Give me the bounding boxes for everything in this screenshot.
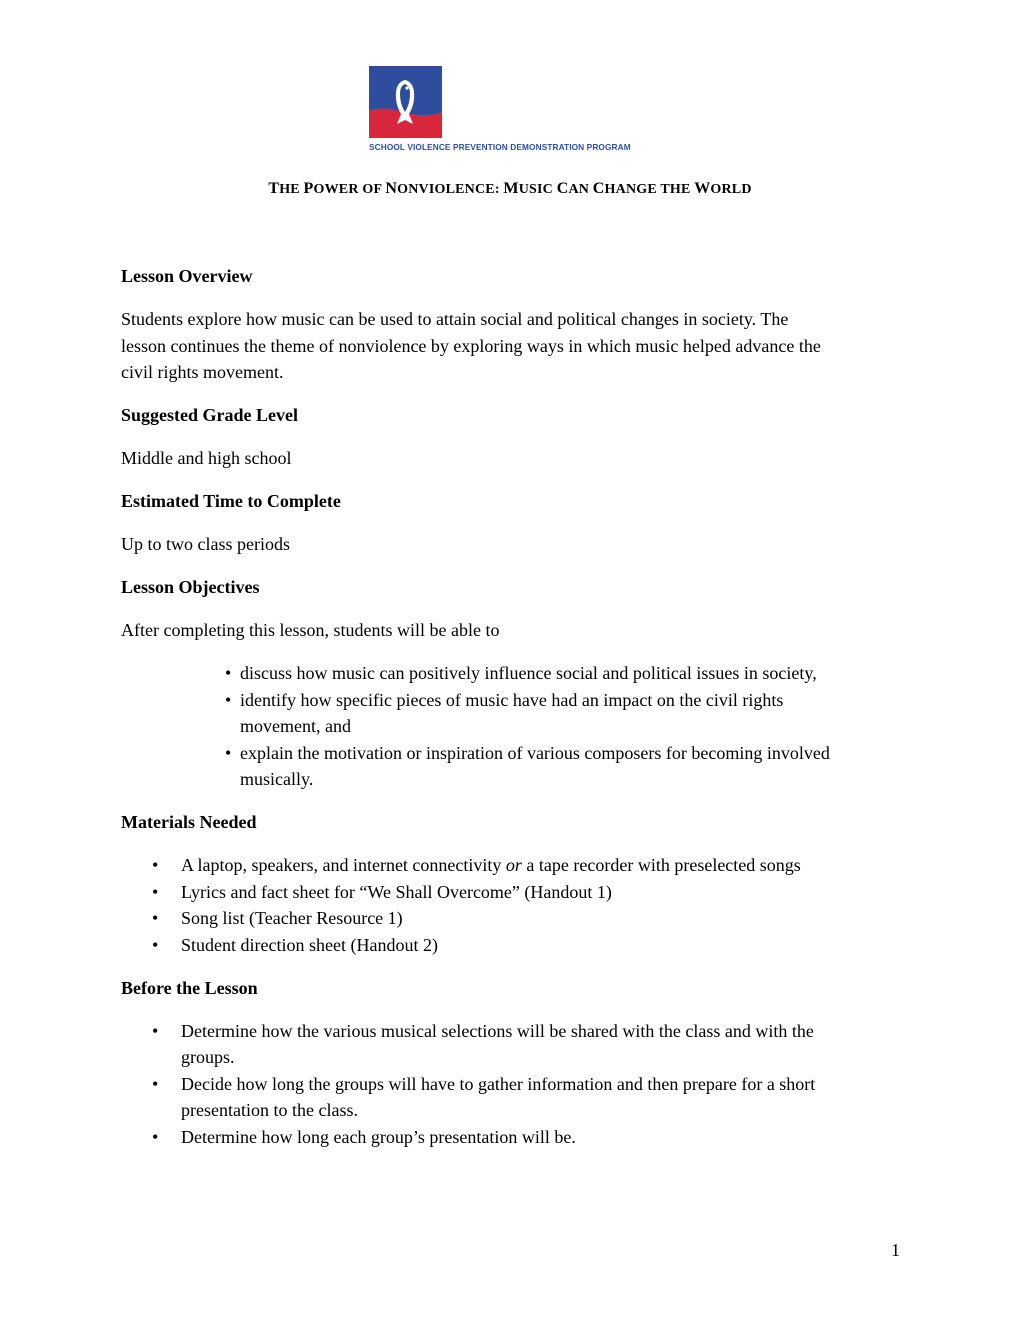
overview-line: civil rights movement.: [121, 362, 284, 382]
bullet: •: [152, 935, 159, 955]
objective-item: discuss how music can positively influence social and political issues in society,: [240, 663, 817, 683]
bullet: •: [225, 663, 232, 683]
dove-logo-icon: [369, 66, 442, 138]
bullet: •: [225, 690, 232, 710]
before-item-continued: groups.: [181, 1047, 235, 1067]
bullet: •: [152, 1021, 159, 1041]
before-item: Determine how the various musical selections will be shared with the class and with the: [181, 1021, 814, 1041]
before-heading: Before the Lesson: [121, 978, 258, 998]
materials-heading: Materials Needed: [121, 812, 257, 832]
logo-caption: SCHOOL VIOLENCE PREVENTION DEMONSTRATION PROGRAM: [369, 142, 631, 152]
objective-item-continued: movement, and: [240, 716, 351, 736]
overview-line: Students explore how music can be used to attain social and political changes in society. The: [121, 309, 789, 329]
before-item-continued: presentation to the class.: [181, 1100, 358, 1120]
document-title: THE POWER OF NONVIOLENCE: MUSIC CAN CHANGE THE WORLD: [268, 180, 752, 197]
overview-heading: Lesson Overview: [121, 266, 253, 286]
material-item: Student direction sheet (Handout 2): [181, 935, 438, 955]
time-heading: Estimated Time to Complete: [121, 491, 341, 511]
bullet: •: [152, 1127, 159, 1147]
bullet: •: [225, 743, 232, 763]
program-logo: [369, 66, 653, 156]
bullet: •: [152, 882, 159, 902]
material-item: Song list (Teacher Resource 1): [181, 908, 403, 928]
material-item: A laptop, speakers, and internet connectivity or a tape recorder with preselected songs: [181, 855, 801, 875]
objective-item-continued: musically.: [240, 769, 314, 789]
bullet: •: [152, 855, 159, 875]
overview-line: lesson continues the theme of nonviolence by exploring ways in which music helped advance the: [121, 336, 821, 356]
grade-text: Middle and high school: [121, 448, 292, 468]
before-item: Decide how long the groups will have to gather information and then prepare for a short: [181, 1074, 816, 1094]
bullet: •: [152, 1074, 159, 1094]
before-item: Determine how long each group’s presentation will be.: [181, 1127, 576, 1147]
time-text: Up to two class periods: [121, 534, 290, 554]
grade-heading: Suggested Grade Level: [121, 405, 298, 425]
objective-item: explain the motivation or inspiration of various composers for becoming involved: [240, 743, 830, 763]
objectives-intro: After completing this lesson, students will be able to: [121, 620, 500, 640]
objectives-heading: Lesson Objectives: [121, 577, 260, 597]
objective-item: identify how specific pieces of music have had an impact on the civil rights: [240, 690, 784, 710]
material-item: Lyrics and fact sheet for “We Shall Overcome” (Handout 1): [181, 882, 612, 902]
page-number: 1: [891, 1240, 900, 1260]
bullet: •: [152, 908, 159, 928]
